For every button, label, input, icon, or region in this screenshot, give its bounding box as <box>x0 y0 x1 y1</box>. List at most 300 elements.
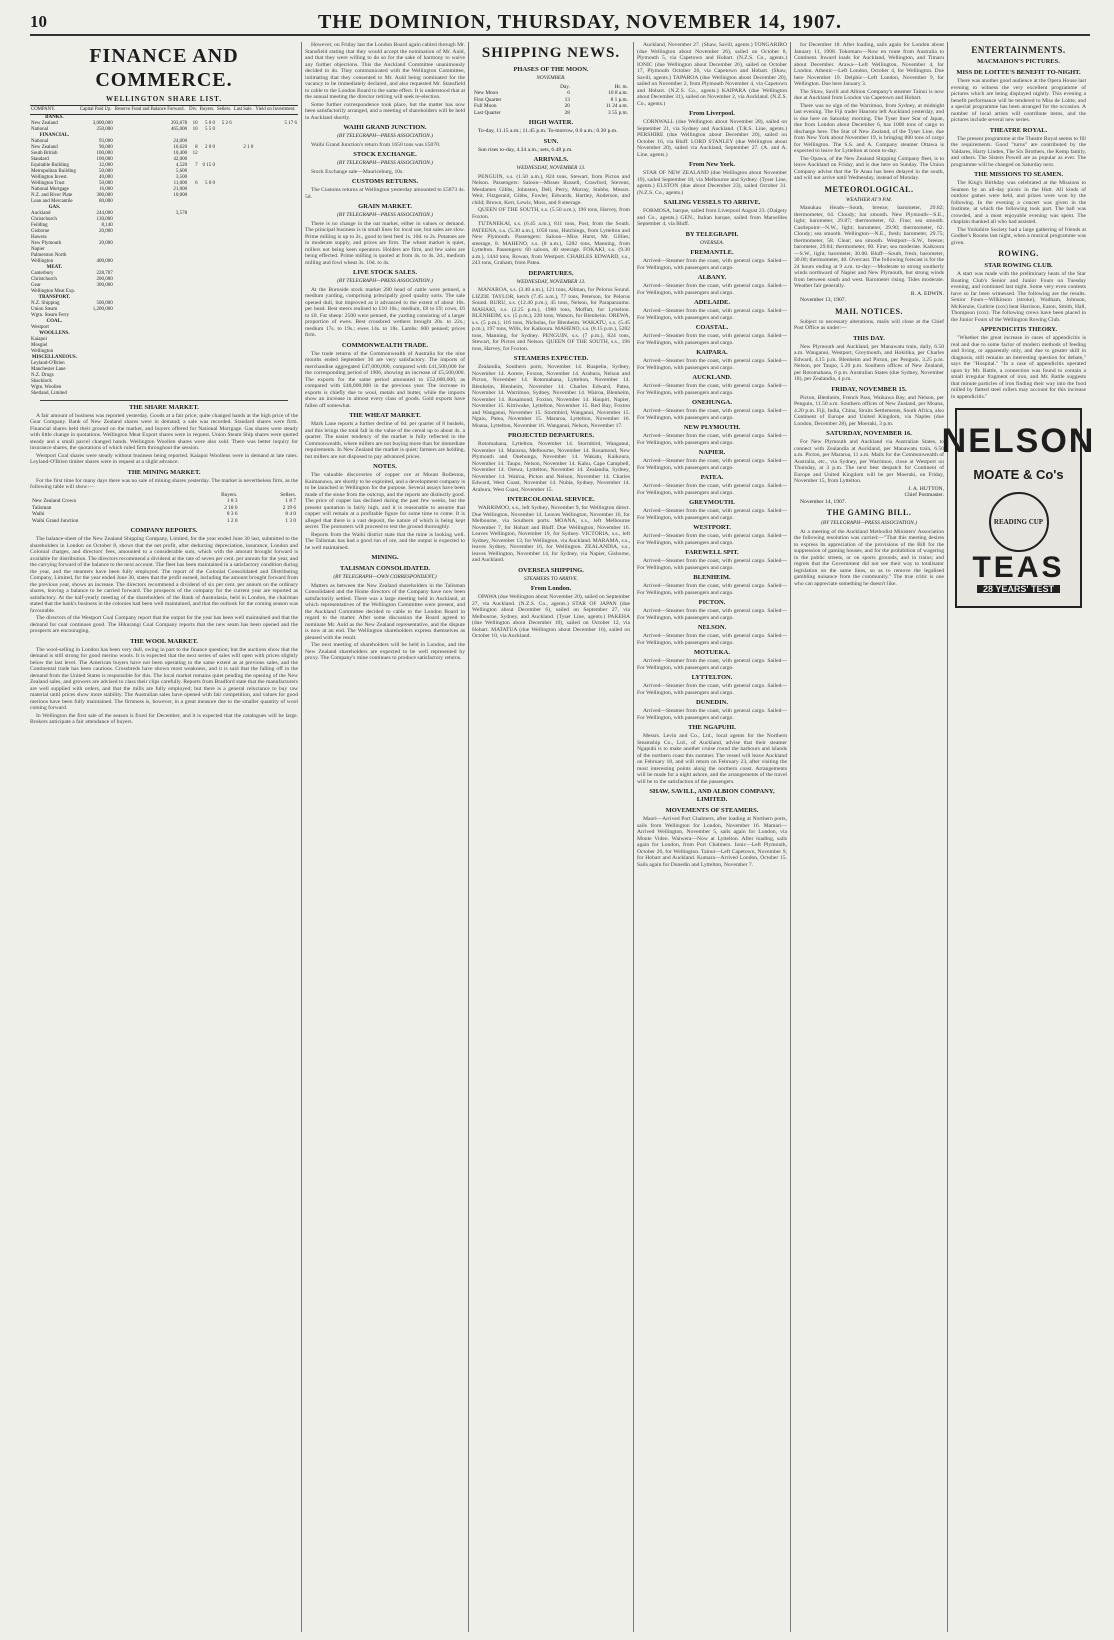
share-cell: 6 <box>195 180 198 186</box>
moon-cell: 11 24 a.m. <box>605 103 628 109</box>
mining-cell: 8 4 0 <box>285 511 296 517</box>
intercolonial-heading: INTERCOLONIAL SERVICE. <box>507 496 595 503</box>
wool-market-heading: THE WOOL MARKET. <box>130 637 198 645</box>
share-cell <box>233 391 255 397</box>
article-text: Mark Lane reports a further decline of 6d. per quarter of 8 bushels, and this brings the total fall in the value of the cereal up to about 4s. a quarter. The easier tendency of the market is fully reflected in the Commonwealth, where millers are not buying more than for immediate requirements. In New Zealand the market is quiet; farmers are holding, but millers are not disposed to pay advanced prices. <box>305 421 465 460</box>
share-cell <box>114 391 188 397</box>
share-cell: 400,000 <box>96 258 113 264</box>
share-cell: Wgtn. Woollen <box>31 384 62 390</box>
article-text: The present programme at the Theatre Royal seems to fill the requirements. Good "turns" are contributed by the Valdares, Harry Linden, The Six Brothers, the Kemp family, and others. The Sisters Powell are as popular as ever. The programme will be changed on Saturday next. <box>951 135 1086 168</box>
article-text: Arrived—Steamer from the coast, with general cargo. Sailed—For Wellington, with passengers and cargo. <box>637 533 787 546</box>
article-text: STAR OF NEW ZEALAND (due Wellington about November 19), sailed September 18, via Melbourne and Sydney. (Tyser Line, agents.) ELSTON (due about December 23), sailed October 31. (N.Z.S. Co., agents.) <box>637 170 787 196</box>
share-cell: BANKS. <box>45 114 64 120</box>
departures-heading: DEPARTURES. <box>528 269 574 277</box>
article-text: Arrived—Steamer from the coast, with general cargo. Sailed—For Wellington, with passengers and cargo. <box>637 358 787 371</box>
article-text: QUEEN OF THE SOUTH, s.s. (5.50 a.m.), 196 tons, Harvey, from Foxton. <box>472 207 630 220</box>
share-cell: Equitable Building <box>31 162 69 168</box>
share-cell: Canterbury <box>31 270 54 276</box>
high-water-text: To-day, 11.15 a.m.; 11.45 p.m. To-morrow, 0.0 a.m.; 0.30 p.m. <box>478 128 618 134</box>
page-number: 10 <box>30 12 47 31</box>
article-text: FORMOSA, barque, sailed from Liverpool August 23. (Dalgety and Co., agents.) GEN., Italian barque, sailed from Marseilles September 4, via Bluff. <box>637 208 787 227</box>
article-text: Arrived—Steamer from the coast, with general cargo. Sailed—For Wellington, with passengers and cargo. <box>637 683 787 696</box>
shipping-column: SHIPPING NEWS. PHASES OF THE MOON. NOVEMBER. Day. Hr. m. New Moon 6 10 8 a.m. First Quarter 13 8 1 p.m. Full Moon 20 11 24 a.m. Last Quarter 28 3 55 p.m. HIGH WATER. To-day, 11.15 a.m.; 11.45 p.m. To-morrow, 0.0 a.m.; 0.30 p.m. SUN. Sun rises to-day, 4.34 a.m.; sets, 6.48 p.m. ARRIVALS. WEDNESDAY, NOVEMBER 13. PENGUIN, s.s. (1.50 a.m.), 824 tons, Stewart, from Picton and Nelson. Passengers: Saloon—Misses Russell, Crawford, Stevens, Mesdames Gibbs, Johnston, Dell, Perry, Murray, Stubbs, Messrs. Weir, Fitzgerald, Gibbs, Fowler, Edwards, Hartley, Anderson, and child; Brown, Kerr, Lewis, Moss, and 8 steerage. QUEEN OF THE SOUTH, s.s. (5.50 a.m.), 196 tons, Harvey, from Foxton. TUTANEKAI, s.s. (6.45 a.m.), 811 tons, Post, from the South. PATEENA, s.s. (5.30 a.m.), 1058 tons, Hutchings, from Lyttelton and New Plymouth. Passengers: Saloon—Miss Hurst, Mr. Gillies; steerage, 8. MAHENO, s.s. (8 a.m.), 5282 tons, Manning, from Lyttelton. Passengers: 60 saloon, 40 steerage. FOKAKI, s.s. (9.30 a.m.), 1444 tons, Rowan, from Westport. CHARLES EDWARD, s.s., 243 tons, Graham, from Patea. DEPARTURES. WEDNESDAY, NOVEMBER 13. MANAROA, s.s. (3.40 a.m.), 121 tons, Allman, for Pelorus Sound. LIZZIE TAYLOR, ketch (7.45 a.m.), 77 tons, Peterson, for Pelorus Sound. RURU, s.s. (12.40 p.m.), 45 tons, Nelson, for Paraparaumu. MAHAKI, s.s. (2.25 p.m.), 1980 tons, Moffatt, for Lyttelton. BLENHEIM, s.s. (5 p.m.), 220 tons, Watson, for Blenheim. OREWA, s.s. (5 p.m.), 116 tons, Nicholas, for Blenheim. WAKATU, s.s. (5.45 p.m.), 197 tons, Wills, for Kaikoura. MAHENO, s.s. (8.15 p.m.), 5282 tons, Manning, for Sydney. PENGUIN, s.s. (7 p.m.), 824 tons, Stewart, for Picton and Nelson. QUEEN OF THE SOUTH, s.s., 196 tons, Harvey, for Foxton. STEAMERS EXPECTED. Zealandia, Southern ports, November 14. Ruapehu, Sydney, November 14. Aorere, Foxton, November 14. Arahura, Nelson and Picton, November 14. Rotomahana, Lyttelton, November 14. Blenheim, Blenheim, November 14. Charles Edward, Patea, November 14. Warrimoo, Sydney, November 14. Wairoa, Blenheim, November 14. Rosamond, Foxton, November 14. Haupiri, Napier, November 15. Kittiwake, Lyttelton, November 15. Red Bay, Foxton and Wanganui, November 15. Stormbird, Wanganui, November 15. Ngaio, Patea, November 15. Mararoa, Lyttelton, November 16. Moana, Lyttelton, November 16. Wanganui, Nelson, November 17. PROJECTED DEPARTURES. Rotomahana, Lyttelton, November 14. Stormbird, Wanganui, November 14. Mararoa, Melbourne, November 14. Rosamond, New Plymouth and Onehunga, November 14. Wakatu, Kaikoura, November 14. Taupo, Nelson, November 14. Kahu, Cape Campbell, November 14. Orewa, Lyttelton, November 14. Zealandia, Sydney, November 14. Wairoa, Picton and Nelson, November 14. Charles Edward, West Coast, November 14. Nubia, Sydney, November 14. Arahura, West Coast, November 15. INTERCOLONIAL SERVICE. WARRIMOO, s.s., left Sydney, November 9, for Wellington direct. Due Wellington, November 14. Leaves Wellington, November 16, for Melbourne, via Southern ports. MOANA, s.s., left Melbourne November 7, for Hobart and Bluff. Due Wellington, November 16. Leaves Wellington, November 19, for Sydney. VICTORIA, s.s., left Sydney, November 13, for Wellington, via Auckland. MARAMA, s.s., leaves Sydney, November 16, for Wellington. ZEALANDIA, s.s., leaves Wellington, November 14, for Sydney, via Napier, Gisborne, and Auckland. OVERSEA SHIPPING. STEAMERS TO ARRIVE. From London. OPAWA (due Wellington about November 20), sailed on September 27, via Auckland. (N.Z.S. Co., agents.) STAR OF JAPAN (due Wellington about December 6), sailed on September 27, via Melbourne, Sydney, and Auckland. (Tyser Line, agents.) PAKEHA (due Wellington about December 10), sailed on October 12, via Hobart. MATATUA (due Wellington about December 16), sailed on October 10, via Auckland. <box>472 45 630 639</box>
article-text: Maori—Arrived Port Chalmers, after loading at Northern ports, sails from Wellington for London, November 16. Mamari—Arrived Wellington, November 5, sails again for London, via Monte Video. Waiwera—Now at Lyttelton. After loading, sails again for London, from Port Chalmers. Ionic—Left Plymouth, October 26, for Wellington. Tainui—Left Capetown, November 9, for Hobart and Auckland. Kumara—Arrived London, October 15. Sails again for Dunedin and Lyttelton, November 7. <box>637 816 787 868</box>
share-cell: 5 5 0 <box>204 126 215 132</box>
article-text: Westport Coal shares were steady without business being reported. Kaiapoi Woollens were in demand at late rates. Leyland-O'Brien timber shares were in request at a slight advance. <box>30 452 298 465</box>
ad-brand-line: NELSON <box>941 421 1096 460</box>
appendicitis-heading: APPENDICITIS THEORY. <box>979 326 1058 333</box>
share-cell: 50,000 <box>99 180 113 186</box>
mining-cell: 1 8 7 <box>285 498 296 504</box>
share-cell: 10 <box>192 120 198 126</box>
ngapuhi-heading: THE NGAPUHI. <box>688 724 736 731</box>
share-cell: Leyland-O'Brien <box>31 360 65 366</box>
share-cell: WOOLLENS. <box>39 330 70 336</box>
share-cell: Wellington Meat Exp. <box>31 288 76 294</box>
ad-tagline: 28 YEARS' TEST <box>977 585 1060 594</box>
share-cell <box>254 391 298 397</box>
share-cell: 100,000 <box>96 156 113 162</box>
share-cell: Wellington Trust <box>31 180 65 186</box>
port-heading: PICTON. <box>698 599 726 606</box>
article-text: OPAWA (due Wellington about November 20), sailed on September 27, via Auckland. (N.Z.S. Co., agents.) STAR OF JAPAN (due Wellington about December 6), sailed on September 27, via Melbourne, Sydney, and Auckland. (Tyser Line, agents.) PAKEHA (due Wellington about December 10), sailed on October 12, via Hobart. MATATUA (due Wellington about December 16), sailed on October 10, via Auckland. <box>472 594 630 639</box>
share-cell: MISCELLANEOUS. <box>31 354 77 360</box>
share-cell: Wellington <box>31 348 54 354</box>
share-cell: 24,000 <box>173 138 188 144</box>
port-heading: ADELAIDE. <box>694 299 730 306</box>
share-cell: Feilding <box>31 222 48 228</box>
share-cell: 500,000 <box>96 300 113 306</box>
share-cell: 2 0 0 <box>204 144 215 150</box>
article-text: PENGUIN, s.s. (1.50 a.m.), 824 tons, Stewart, from Picton and Nelson. Passengers: Saloon—Misses Russell, Crawford, Stevens, Mesdames Gibbs, Johnston, Dell, Perry, Murray, Stubbs, Messrs. Weir, Fitzgerald, Gibbs, Fowler, Edwards, Hartley, Anderson, and child; Brown, Kerr, Lewis, Moss, and 8 steerage. <box>472 173 630 206</box>
port-heading: FREMANTLE. <box>690 249 734 256</box>
overseas-heading: OVERSEA SHIPPING. <box>518 566 584 574</box>
article-text: Arrived—Steamer from the coast, with general cargo. Sailed—For Wellington, with passengers and cargo. <box>637 458 787 471</box>
port-heading: COASTAL. <box>695 324 729 331</box>
commonwealth-heading: COMMONWEALTH TRADE. <box>341 341 429 349</box>
mining-cell: New Zealand Crown <box>32 498 77 504</box>
share-cell: 5 0 0 <box>204 180 215 186</box>
share-cell: Hawera <box>31 234 47 240</box>
share-cell: 50,000 <box>99 168 113 174</box>
moon-header-cell: Hr. m. <box>614 83 628 90</box>
share-cell: 12 <box>192 150 198 156</box>
share-cell: Gisborne <box>31 228 50 234</box>
finance-heading: FINANCE AND COMMERCE. <box>89 45 239 91</box>
share-cell: National <box>31 126 49 132</box>
port-heading: WESTPORT. <box>693 524 731 531</box>
share-cell: Auckland <box>31 210 51 216</box>
moon-cell: 8 1 p.m. <box>610 96 628 103</box>
share-cell: 3,500 <box>175 174 188 180</box>
expected-heading: STEAMERS EXPECTED. <box>513 355 589 362</box>
port-heading: LYTTELTON. <box>691 674 733 681</box>
share-cell: 228,707 <box>96 270 113 276</box>
auckland-text: The Shaw, Savill and Albion Company's steamer Tainui is now due at Auckland from London via Capetown and Hobart. <box>794 88 944 101</box>
article-text: Picton, Blenheim, French Pass, Waikawa Bay, and Nelson, per Penguin, 11.50 a.m. Southern offices of New Zealand, per Moana, 4.20 p.m. Fiji, India, China, Straits Settlements, South Africa, also Continent of Europe and United Kingdom, via Naples (due London, December 28), per Moeraki, 3 p.m. <box>794 394 944 427</box>
article-text: Arrived—Steamer from the coast, with general cargo. Sailed—For Wellington, with passengers and cargo. <box>637 658 787 671</box>
mining-cell: 1 3 0 <box>285 517 296 524</box>
port-heading: MOTUEKA. <box>694 649 730 656</box>
article-text: New Plymouth and Auckland, per Manawatu train, daily, 6.50 a.m. Wanganui, Westport, Greymouth, and Hokitika, per Charles Edward, 4.15 p.m. Blenheim and Picton, per Penguin, 3.25 p.m. Nelson, per Taupo, 5.20 p.m. Southern offices of New Zealand, per Rotomahana, 6 p.m. Australian States (due Sydney, November 18), per Zealandia, 4 p.m. <box>794 343 944 382</box>
article-text: Arrived—Steamer from the coast, with general cargo. Sailed—For Wellington, with passengers and cargo. <box>637 283 787 296</box>
port-heading: NELSON. <box>697 624 727 631</box>
missions-heading: THE MISSIONS TO SEAMEN. <box>974 171 1063 178</box>
from-london-heading: From London. <box>530 585 572 592</box>
share-cell: 16,000 <box>99 186 113 192</box>
arrivals-heading: ARRIVALS. <box>533 156 569 163</box>
share-cell: 1,200,000 <box>92 306 113 312</box>
share-cell: 42,000 <box>173 156 188 162</box>
grain-heading: GRAIN MARKET. <box>358 203 412 210</box>
article-text: TUTANEKAI, s.s. (6.45 a.m.), 811 tons, Post, from the South. PATEENA, s.s. (5.30 a.m.), 1058 tons, Hutchings, from Lyttelton and New Plymouth. Passengers: Saloon—Miss Hurst, Mr. Gillies; steerage, 8. MAHENO, s.s. (8 a.m.), 5282 tons, Manning, from Lyttelton. Passengers: 60 saloon, 40 steerage. FOKAKI, s.s. (9.30 a.m.), 1444 tons, Rowan, from Westport. CHARLES EDWARD, s.s., 243 tons, Graham, from Patea. <box>472 221 630 266</box>
projected-heading: PROJECTED DEPARTURES. <box>508 432 594 439</box>
telegraph-heading: BY TELEGRAPH. <box>685 230 739 238</box>
article-text: WARRIMOO, s.s., left Sydney, November 9, for Wellington direct. Due Wellington, November 14. Leaves Wellington, November 16, for Melbourne, via Southern ports. MOANA, s.s., left Melbourne November 7, for Hobart and Bluff. Due Wellington, November 16. Leaves Wellington, November 19, for Sydney. VICTORIA, s.s., left Sydney, November 13, for Wellington, via Auckland. MARAMA, s.s., leaves Sydney, November 16, for Wellington. ZEALANDIA, s.s., leaves Wellington, November 14, for Sydney, via Napier, Gisborne, and Auckland. <box>472 505 630 563</box>
customs-heading: CUSTOMS RETURNS. <box>351 178 419 185</box>
moon-cell: 10 8 a.m. <box>608 90 628 96</box>
article-text: CORNWALL (due Wellington about November 28), sailed on September 21, via Sydney and Auckland. (T.R.S. Line, agents.) PERSHIRE (due Wellington about December 20), sailed on October 16, via Bluff. LORD STANLEY (due Wellington about November 20), sailed via Auckland, September 27. (A. and A. Line, agents.) <box>637 119 787 158</box>
port-heading: KAIPARA. <box>696 349 728 356</box>
meteorological-heading: METEOROLOGICAL. <box>824 184 914 194</box>
article-text: Matters as between the New Zealand shareholders in the Talisman Consolidated and the Home directors of the Company have now been satisfactorily settled. There was a large meeting held in Auckland, at which representatives of the Wellington Committee were present, and the Auckland Committee decided to cable to the London Board in regard to the matter. After some discussion the Board agreed to nominate Mr. Auld as the New Zealand representative, and the dispute is now at an end. The Wellington shareholders express themselves as pleased with the result. <box>305 582 465 641</box>
share-cell: Westport <box>31 324 49 330</box>
article-text: Reports from the Waihi district state that the mine is looking well. The Talisman has had a good run of ore, and the output is expected to be well maintained. <box>305 531 465 551</box>
share-list-table <box>30 105 298 397</box>
article-text: Arrived—Steamer from the coast, with general cargo. Sailed—For Wellington, with passengers and cargo. <box>637 708 787 721</box>
mining-cell: 2 19 6 <box>282 504 296 511</box>
share-cell: 16,620 <box>173 144 188 150</box>
article-text: Arrived—Steamer from the coast, with general cargo. Sailed—For Wellington, with passengers and cargo. <box>637 408 787 421</box>
share-cell: TRANSPORT. <box>38 294 71 300</box>
share-cell: 100,000 <box>96 150 113 156</box>
share-header-cell: Buyers. <box>199 105 216 114</box>
article-text: Some further correspondence took place, but the matter has now been satisfactorily arranged, and a meeting of shareholders will be held in Auckland shortly. <box>305 101 465 121</box>
share-cell: 465,000 <box>170 126 188 132</box>
article-text: The King's Birthday was celebrated at the Missions to Seamen by an all-day picnic in the Hutt. All kinds of outdoor games were held, and prizes were won by the following. In the evening a concert was given in the Institute, at which the following took part. The hall was crowded, and a most enjoyable evening was spent. The chaplain thanked all who had assisted. <box>951 180 1086 225</box>
mail-signature-title: Chief Postmaster. <box>904 492 944 498</box>
rowing-heading: ROWING. <box>998 249 1039 258</box>
theatre-royal-heading: THEATRE ROYAL. <box>989 126 1048 134</box>
star-rowing-heading: STAR ROWING CLUB. <box>984 262 1053 269</box>
moon-cell: Last Quarter <box>474 109 501 116</box>
share-cell <box>216 391 233 397</box>
share-cell: Palmerston North <box>31 252 67 258</box>
mining-table <box>30 492 298 525</box>
article-text: Messrs. Levin and Co., Ltd., local agents for the Northern Steamship Co., Ltd., of Auckland, advise that their steamer Ngapuhi is to make another cruise round the harbours and islands of the northern coast this summer. The vessel will leave Auckland on February 18, and will return on February 23, after visiting the most interesting points along the northern coast. Arrangements will be made for a night ashore, and the arrangements of the travel will be to the satisfaction of the passengers. <box>637 733 787 785</box>
share-cell: 130,000 <box>96 216 113 222</box>
share-cell: 5,600 <box>175 168 188 174</box>
share-cell: 10 <box>192 126 198 132</box>
gaming-bill-heading: THE GAMING BILL. <box>826 508 912 517</box>
share-header-cell: Div. <box>188 105 198 114</box>
port-heading: NEW PLYMOUTH. <box>683 424 741 431</box>
share-cell: 4,520 <box>175 162 188 168</box>
article-text: However, on Friday last the London Board again cabled through Mr. Stansfield stating that they would accept the nomination of Mr. Auld, and that they were willing to do so for the sake of harmony to waive any further objections. This the Auckland Committee unanimously decided to do. They communicated with the Wellington Committee, intimating that they consented to Mr. Auld being nominated for the vacancy to be immediately declared, and also requested Mr. Stansfield to cable to the London Board to the same effect. It is understood that at the annual meeting the director retiring will seek re-election. <box>305 42 465 100</box>
share-cell: 10,400 <box>173 150 188 156</box>
share-header-cell: Sellers. <box>216 105 233 114</box>
share-cell: South British <box>31 150 58 156</box>
company-reports-heading: COMPANY REPORTS. <box>130 527 198 534</box>
newspaper-title: THE DOMINION, THURSDAY, NOVEMBER 14, 1907. <box>317 10 843 33</box>
article-text: Arrived—Steamer from the coast, with general cargo. Sailed—For Wellington, with passengers and cargo. <box>637 583 787 596</box>
share-cell: 8 <box>195 144 198 150</box>
article-text: The balance-sheet of the New Zealand Shipping Company, Limited, for the year ended June 30 last, submitted to the shareholders in London on October 8, shows that the net profit, after deducting depreciation, insurance, London and Colonial charges, and directors' fees, amounted to a considerable sum, which with the amount brought forward is available for distribution. The directors recommend a dividend at the rate of seven per cent. per annum for the year, and the carrying forward of the balance to the next account. The fleet has been maintained in a satisfactory condition during the year, and the steamers have been fully employed. The report of the Colonial Consolidated and Distributing Company, Limited, for the year ended June 30, states that the profit earned, including the amount brought forward from the previous year, shows an increase. The directors recommend a dividend of six per cent. per annum on the ordinary shares, leaving a balance to be carried forward. The prospects of the company for the current year are reported as satisfactory. At the half-yearly meeting of the shareholders of the Bank of Australasia, held in London, the chairman stated that the bank's business in the colonies had been well maintained, and that the outlook for the coming season was favourable. <box>30 536 298 614</box>
article-text: The next meeting of shareholders will be held in London, and the New Zealand shareholders are expected to be well represented by proxy. The Company's mine continues to produce satisfactory returns. <box>305 642 465 661</box>
mail-notices-heading: MAIL NOTICES. <box>835 306 903 316</box>
met-signature: R. A. EDWIN. <box>910 290 944 297</box>
article-text: Arrived—Steamer from the coast, with general cargo. Sailed—For Wellington, with passengers and cargo. <box>637 308 787 321</box>
moon-cell: Full Moon <box>474 103 497 109</box>
share-row <box>30 391 298 397</box>
share-cell: 3,000,000 <box>92 120 113 126</box>
share-list-title: WELLINGTON SHARE LIST. <box>105 95 223 103</box>
share-cell: 20,000 <box>99 228 113 234</box>
article-text: There was no sign of the Warrimoo, from Sydney, at midnight last evening. The Fiji trader Hauroto left Auckland yesterday, and is due here on Saturday morning. The Tyser liner Star of Japan, due from London about December 6, has 1000 tons of cargo to discharge here. The Star of New Zealand, of the Tyser Line, due from New York about November 19, is bringing 800 tons of cargo for Wellington. The S.S. and A. Company steamer Ottawa is expected to leave for Lyttelton at noon to-day. <box>794 102 944 154</box>
ad-maker-line: MOATE & Co's <box>973 466 1064 482</box>
mining-heading: MINING. <box>371 554 399 561</box>
share-market-heading: THE SHARE MARKET. <box>129 403 199 411</box>
sailing-vessels-heading: SAILING VESSELS TO ARRIVE. <box>663 199 761 206</box>
article-text: Arrived—Steamer from the coast, with general cargo. Sailed—For Wellington, with passengers and cargo. <box>637 558 787 571</box>
article-text: The trade returns of the Commonwealth of Australia for the nine months ended September 30 are very satisfactory. The imports of merchandise aggregated £47,000,000, compared with £41,500,000 for the corresponding period of 1906, showing an increase of £5,500,000. The exports for the same period amounted to £52,000,000, as compared with £48,000,000 in the previous year. The increase in exports is chiefly due to wool, metals and butter, while the imports show an increase in almost every class of goods. Gold exports have fallen off somewhat. <box>305 350 465 409</box>
article-text: There is no change in the oat market, either in values or demand. The principal business is in small lines for local use, but sales are slow. Prime milling is up to 2s., good to best feed 1s. 10d. to 2s. Potatoes are in moderate supply, and prices are firm. The wheat market is quiet, millers not being keen operators. Holders are firm, and few sales are being effected. Prime milling is quoted at from 4s. to 4s. 2d., medium milling and fowl wheat 3s. 10d. to 4s. <box>305 220 465 266</box>
mail-signature: J. A. HUTTON, <box>908 485 944 492</box>
share-cell: National <box>31 138 49 144</box>
article-text: Arrived—Steamer from the coast, with general cargo. Sailed—For Wellington, with passengers and cargo. <box>637 608 787 621</box>
article-text: Arrived—Steamer from the coast, with general cargo. Sailed—For Wellington, with passengers and cargo. <box>637 383 787 396</box>
port-heading: ALBANY. <box>697 274 727 281</box>
stock-exchange-heading: STOCK EXCHANGE. <box>353 151 417 158</box>
port-heading: GREYMOUTH. <box>689 499 735 506</box>
from-liverpool-heading: From Liverpool. <box>689 110 735 117</box>
port-heading: BLENHEIM. <box>693 574 731 581</box>
commerce-column-2: However, on Friday last the London Board again cabled through Mr. Stansfield stating that they would accept the nomination of Mr. Auld, and that they were willing to do so for the sake of harmony to waive any further objections. This the Auckland Committee unanimously decided to do. They communicated with the Wellington Committee, intimating that they consented to Mr. Auld being nominated for the vacancy to be immediately declared, and also requested Mr. Stansfield to cable to the London Board to the same effect. It is understood that at the annual meeting the director retiring will seek re-election. Some further correspondence took place, but the matter has now been satisfactorily arranged, and a meeting of shareholders will be held in Auckland shortly. WAIHI GRAND JUNCTION. (BY TELEGRAPH—PRESS ASSOCIATION.) Waihi Grand Junction's return from 1650 tons was £5070. STOCK EXCHANGE. (BY TELEGRAPH—PRESS ASSOCIATION.) Stock Exchange sale—Mauriceburg, 10s. CUSTOMS RETURNS. The Customs returns at Wellington yesterday amounted to £5873 4s. 5d. GRAIN MARKET. (BY TELEGRAPH—PRESS ASSOCIATION.) There is no change in the oat market, either in values or demand. The principal business is in small lines for local use, but sales are slow. Prime milling is up to 2s., good to best feed 1s. 10d. to 2s. Potatoes are in moderate supply, and prices are firm. The wheat market is quiet, millers not being keen operators. Holders are firm, and few sales are being effected. Prime milling is quoted at from 4s. to 4s. 2d., medium milling and fowl wheat 3s. 10d. to 4s. LIVE STOCK SALES. (BY TELEGRAPH—PRESS ASSOCIATION.) At the Burnside stock market 280 head of cattle were penned, a medium yarding, comprising principally good quality sorts. The sale opened dull, but improved as it advanced to the extent of about 10s. per head. Best steers realised to £10 10s.; medium, £8 to £9; cows, £6 to £8. Fat sheep: 2500 were penned, the yarding consisting of a larger proportion of ewes. Best crossbred wethers brought 20s. to 22s.; medium 17s. to 19s.; ewes 14s. to 18s. Lambs: 600 penned; prices firm. COMMONWEALTH TRADE. The trade returns of the Commonwealth of Australia for the nine months ended September 30 are very satisfactory. The imports of merchandise aggregated £47,000,000, compared with £41,500,000 for the corresponding period of 1906, showing an increase of £5,500,000. The exports for the same period amounted to £52,000,000, as compared with £48,000,000 in the previous year. The increase in exports is chiefly due to wool, metals and butter, while the imports show an increase in almost every class of goods. Gold exports have fallen off somewhat. THE WHEAT MARKET. Mark Lane reports a further decline of 6d. per quarter of 8 bushels, and this brings the total fall in the value of the cereal up to about 4s. a quarter. The easier tendency of the market is fully reflected in the Commonwealth, where millers are not buying more than for immediate requirements. In New Zealand the market is quiet; farmers are holding, but millers are not disposed to pay advanced prices. NOTES. The valuable discoveries of copper ore at Mount Rolleston, Kaimanawa, are shortly to be exploited, and a development company is to be launched in Wellington for the purpose. Several assays have been made of the stone from the outcrop, and the reports are distinctly good. The price of copper has declined during the past few weeks, but the present quotation is fairly high, and it is reasonable to assume that copper will remain at a profitable figure for some time to come. It is alleged that there is a vast deposit, the nature of which is being kept secret. The promoters will proceed to test the ground thoroughly. Reports from the Waihi district state that the mine is looking well. The Talisman has had a good run of ore, and the output is expected to be well maintained. MINING. TALISMAN CONSOLIDATED. (BY TELEGRAPH—OWN CORRESPONDENT.) Matters as between the New Zealand shareholders in the Talisman Consolidated and the Home directors of the Company have now been satisfactorily settled. There was a large meeting held in Auckland, at which representatives of the Wellington Committee were present, and the Auckland Committee decided to cable to the London Board in regard to the matter. After some discussion the Board agreed to nominate Mr. Auld as the New Zealand representative, and the dispute is now at an end. The Wellington shareholders express themselves as pleased with the result. The next meeting of shareholders will be held in London, and the New Zealand shareholders are expected to be well represented by proxy. The Company's mine continues to produce satisfactory returns. <box>305 42 465 661</box>
entertainments-column <box>941 42 1096 1632</box>
share-cell: Christchurch <box>31 216 57 222</box>
share-cell: 96,000 <box>99 144 113 150</box>
this-day-heading: THIS DAY. <box>853 334 885 342</box>
article-text: A fair amount of business was reported yesterday. Goods at a fair price; quite changed hands at the high price of the Gear Company. Bank of New Zealand shares were in demand; a sale was recorded. Standard shares were firm. Financial shares held their ground on the market, and buyers offered for National Mortgage. Gas shares were steady with little change in quotations. Wellington Meat Export shares were in request. Union Steam Ship shares were quoted steady and a small parcel changed hands. Wellington Woollen shares were also sold. There was better inquiry for insurance shares, the quotations of which ruled firm throughout the session. <box>30 412 298 451</box>
sun-heading: SUN. <box>543 137 559 145</box>
share-cell: 10,000 <box>173 192 188 198</box>
article-text: Arrived—Steamer from the coast, with general cargo. Sailed—For Wellington, with passengers and cargo. <box>637 483 787 496</box>
article-text: The valuable discoveries of copper ore at Mount Rolleston, Kaimanawa, are shortly to be exploited, and a development company is to be launched in Wellington for the purpose. Several assays have been made of the stone from the outcrop, and the reports are distinctly good. The price of copper has declined during the past few weeks, but the present quotation is fairly high, and it is reasonable to assume that copper will remain at a profitable figure for some time to come. It is alleged that there is a vast deposit, the nature of which is being kept secret. The promoters will proceed to test the ground thoroughly. <box>305 472 465 530</box>
share-cell: MEAT. <box>46 264 63 270</box>
share-cell: Union Steam <box>31 306 58 312</box>
moon-row <box>472 110 630 117</box>
article-text: Arrived—Steamer from the coast, with general cargo. Sailed—For Wellington, with passengers and cargo. <box>637 258 787 271</box>
share-cell: N.Z. and River Plate <box>31 192 73 198</box>
share-cell: 3,578 <box>175 210 188 216</box>
notices-column: for December 18. After loading, sails again for London about January 11, 1908. Tokomaru—Now en route from Australia to Continent. Inward loads for Auckland, Wellington, and Timaru about December. Arawa—Left Wellington, November 4, for London. Athenic—Left London, October 4, for Wellington. Due here November 19. Delphic—Left London, November 9, for Wellington. Due here January 3. The Shaw, Savill and Albion Company's steamer Tainui is now due at Auckland from London via Capetown and Hobart. There was no sign of the Warrimoo, from Sydney, at midnight last evening. The Fiji trader Hauroto left Auckland yesterday, and is due here on Saturday morning. The Tyser liner Star of Japan, due from London about December 6, has 1000 tons of cargo to discharge here. The Star of New Zealand, of the Tyser Line, due from New York about November 19, is bringing 800 tons of cargo for Wellington. The S.S. and A. Company steamer Ottawa is expected to leave for Lyttelton at noon to-day. The Opawa, of the New Zealand Shipping Company fleet, is to leave Auckland on Friday, and is due here on Sunday. The Union Company advise that the Te Anau has been delayed in the south, and will not arrive until Wednesday, instead of Monday. METEOROLOGICAL. WEATHER AT 9 P.M. Manukau Heads—South, breeze; barometer, 29.82; thermometer, 64. Cloudy; bar smooth. New Plymouth—S.E., light; barometer, 29.87; thermometer, 62. Fine; sea smooth. Castlepoint—N.W., light; barometer, 29.90; thermometer, 62. Cloudy; sea smooth. Wellington—N.E., fresh; barometer, 29.75; thermometer, 58. Clear; sea smooth. Westport—S.W., breeze; barometer, 29.84; thermometer, 60. Fine; sea moderate. Kaikoura—S.W., light; barometer, 30.00. Bluff—South, fresh; barometer, 30.00; thermometer, 40. Overcast. The following forecast is for the 24 hours ending at 9 a.m. to-day:—Moderate to strong southerly winds northward of Napier and New Plymouth, but strong winds from between south and west. Barometer rising. Tides moderate. Weather fair generally. R. A. EDWIN. November 13, 1907. MAIL NOTICES. Subject to necessary alterations, mails will close at the Chief Post Office as under:— THIS DAY. New Plymouth and Auckland, per Manawatu train, daily, 6.50 a.m. Wanganui, Westport, Greymouth, and Hokitika, per Charles Edward, 4.15 p.m. Blenheim and Picton, per Penguin, 3.25 p.m. Nelson, per Taupo, 5.20 p.m. Southern offices of New Zealand, per Rotomahana, 6 p.m. Australian States (due Sydney, November 18), per Zealandia, 4 p.m. FRIDAY, NOVEMBER 15. Picton, Blenheim, French Pass, Waikawa Bay, and Nelson, per Penguin, 11.50 a.m. Southern offices of New Zealand, per Moana, 4.20 p.m. Fiji, India, China, Straits Settlements, South Africa, also Continent of Europe and United Kingdom, via Naples (due London, December 28), per Moeraki, 3 p.m. SATURDAY, NOVEMBER 16. For New Plymouth and Auckland via Australian States, to connect with Zealandia at Auckland, per Manawatu train, 6.50 a.m. Picton, per Mararoa, 11 a.m. Mails for the Commonwealth of Australia, etc., via Sydney, per Warrimoo, close at Westport on Thursday, at 3 p.m. The next best despatch for Continent of Europe and United Kingdom will be per Moeraki, on Friday, November 15, from Lyttelton. J. A. HUTTON, Chief Postmaster. November 14, 1907. THE GAMING BILL. (BY TELEGRAPH—PRESS ASSOCIATION.) At a meeting of the Auckland Methodist Ministers' Association the following resolution was carried:—"That this meeting desires to express its appreciation of the provisions of the Bill for the suppression of gaming houses, and for the prohibition of wagering in the public streets, or on sports grounds, and in trains; and regrets that the Government did not see their way to totalisator legislation on the same lines, so as to remove the legalised gambling nuisance from the community." The true critic is one who can appreciate something he doesn't like. <box>794 42 944 587</box>
article-text: Auckland, November 27. (Shaw, Savill, agents.) TONGARIRO (due Wellington about November 26), sailed on October 8, Plymouth 5, via Capetown and Hobart. (N.Z.S. Co., agents.) IONIC (due Wellington about December 26), sailed on October 17, Plymouth October 26, via Capetown and Hobart. (Shaw, Savill, agents.) TAPAROA (due Wellington about December 20), sailed on November 2, from Plymouth November 4, via Capetown and Hobart. (N.Z.S. Co., agents.) KAIPARA (due Wellington about December 31), sailed on November 2, via Auckland. (N.Z.S. Co., agents.) <box>637 42 787 107</box>
share-cell: 300,000 <box>96 282 113 288</box>
moon-cell: 28 <box>564 109 570 116</box>
article-text: At a meeting of the Auckland Methodist Ministers' Association the following resolution was carried:—"That this meeting desires to express its appreciation of the provisions of the Bill for the suppression of gaming houses, and for the prohibition of wagering in the public streets, or on sports grounds, and in trains; and regrets that the Government did not see their way to totalisator legislation on the same lines, so as to remove the legalised gambling nuisance from the community." The true critic is one who can appreciate something he doesn't like. <box>794 528 944 587</box>
share-cell: 20,000 <box>99 240 113 246</box>
article-text: Arrived—Steamer from the coast, with general cargo. Sailed—For Wellington, with passengers and cargo. <box>637 508 787 521</box>
friday-heading: FRIDAY, NOVEMBER 15. <box>831 385 907 393</box>
tea-advertisement <box>941 408 1096 608</box>
shaw-savill-heading: SHAW, SAVILL, AND ALBION COMPANY, LIMITED. <box>649 788 775 803</box>
ad-product-line: TEAS <box>972 551 1065 585</box>
share-cell <box>199 391 216 397</box>
share-cell: Kaiapoi <box>31 336 47 342</box>
saturday-heading: SATURDAY, NOVEMBER 16. <box>826 430 912 437</box>
article-text: The Opawa, of the New Zealand Shipping Company fleet, is to leave Auckland on Friday, and is due here on Sunday. The Union Company advise that the Te Anau has been delayed in the south, and will not arrive until Wednesday, instead of Monday. <box>794 155 944 181</box>
article-text: There was another good audience at the Opera House last evening to witness the very excellent programme of pictures which are being displayed nightly. This evening a benefit performance will be tendered to Miss de Loitte, and a special programme has been arranged for the occasion. A number of local artists will contribute items, and the pictures include several new series. <box>951 78 1086 123</box>
share-cell: Shacklock <box>31 378 52 384</box>
share-cell: 32,000 <box>99 162 113 168</box>
share-cell: N.Z. Drugs <box>31 372 54 378</box>
share-header-cell: Reserve Fund and Balance Forward. <box>114 105 188 114</box>
port-heading: FAREWELL SPIT. <box>685 549 739 556</box>
share-cell: 0 15 0 <box>202 162 215 168</box>
mining-cell: Waihi <box>32 511 45 517</box>
share-cell: New Zealand <box>31 120 58 126</box>
mining-market-heading: THE MINING MARKET. <box>127 468 201 476</box>
mining-cell: 1 8 3 <box>226 498 238 504</box>
mining-row <box>30 518 298 525</box>
moon-table <box>472 84 630 117</box>
high-water-heading: HIGH WATER. <box>528 119 574 126</box>
share-cell: 300,000 <box>96 192 113 198</box>
article-text: Stock Exchange sale—Mauriceburg, 10s. <box>311 168 404 175</box>
article-text: The wool-selling in London has been very dull, owing in part to the finance question; but the auctions show that the demand is still strong for good merino wools. It is expected that the next series of sales will open with prices slightly below the last level. The American buyers have not been operating to the same extent as at previous sales, and the Continental trade has been cautious. Crossbreds have shown most weakness, and it is said that the falling off in the demand from the United States is responsible for this. The local market remains quiet pending the opening of the New Zealand sales, and growers are advised to class their clips carefully. Reports from Bradford state that the manufacturers are well supplied with orders, and that the mills are fully employed; but there is a general reluctance to buy raw material until prices show more stability. The Australian sales have opened with fair competition, and values for good merinos have been fully maintained. The firmness is, however, in a great measure due to the smaller quantity of wool coming forward. <box>30 646 298 711</box>
share-cell: COAL. <box>46 318 63 324</box>
moon-heading: PHASES OF THE MOON. <box>513 66 589 73</box>
mining-cell: 2 18 0 <box>224 504 238 511</box>
entertainments-heading: ENTERTAINMENTS. <box>971 45 1066 55</box>
shipping-heading: SHIPPING NEWS. <box>481 45 621 61</box>
talisman-heading: TALISMAN CONSOLIDATED. <box>339 565 431 572</box>
share-cell: 244,000 <box>96 210 113 216</box>
mining-cell: 8 3 6 <box>226 511 238 517</box>
mining-cell: 1 2 0 <box>226 517 238 524</box>
article-text: Subject to necessary alterations, mails will close at the Chief Post Office as under:— <box>794 318 944 331</box>
share-cell: 8,140 <box>101 222 113 228</box>
mining-intro: For the first time for many days there was no sale of mining shares yesterday. The market is nevertheless firm, as the following table will show:— <box>30 477 298 490</box>
met-date: November 13, 1907. <box>800 297 846 303</box>
moon-cell: 13 <box>564 96 570 103</box>
share-cell: Gear <box>31 282 41 288</box>
share-cell: FINANCIAL. <box>39 132 70 138</box>
mining-cell: Waihi Grand Junction <box>32 517 79 524</box>
share-cell: 40,000 <box>99 174 113 180</box>
movements-heading: MOVEMENTS OF STEAMERS. <box>665 807 759 814</box>
port-heading: DUNEDIN. <box>696 699 728 706</box>
article-text: The Yorkshire Society had a large gathering of friends at Godber's Rooms last night, when a musical programme was given. <box>951 226 1086 246</box>
article-text: A start was made with the preliminary heats of the Star Boating Club's Senior and Junior Fours on Tuesday evening, and continued last night. Some very even contests have so far been witnessed. The following are the results. Senior Fours—Wilkinson (stroke), Wadham, Johnson, McKenzie, Guthrie (cox) beat Harrison, Eaton, Smith, Hall, Thompson (cox). The following crews have been placed in the Junior Fours of the Wellington Rowing Club. <box>951 271 1086 323</box>
livestock-heading: LIVE STOCK SALES. <box>352 269 417 276</box>
share-cell: New Zealand <box>31 144 58 150</box>
share-cell: 93,000 <box>99 138 113 144</box>
mining-cell: Talisman <box>32 504 52 511</box>
share-cell: 5 17 6 <box>284 120 297 126</box>
share-cell: Metropolitan Building <box>31 168 76 174</box>
share-cell: 80,000 <box>99 198 113 204</box>
share-cell <box>188 391 198 397</box>
share-cell: Mosgiel <box>31 342 48 348</box>
mail-date: November 14, 1907. <box>800 498 846 505</box>
article-text: For New Plymouth and Auckland via Australian States, to connect with Zealandia at Auckland, per Manawatu train, 6.50 a.m. Picton, per Mararoa, 11 a.m. Mails for the Commonwealth of Australia, etc., via Sydney, per Warrimoo, close at Westport on Thursday, at 3 p.m. The next best despatch for Continent of Europe and United Kingdom will be per Moeraki, on Friday, November 15, from Lyttelton. <box>794 439 944 484</box>
moon-cell: 3 55 p.m. <box>607 109 628 116</box>
article-text: MANAROA, s.s. (3.40 a.m.), 121 tons, Allman, for Pelorus Sound. LIZZIE TAYLOR, ketch (7.45 a.m.), 77 tons, Peterson, for Pelorus Sound. RURU, s.s. (12.40 p.m.), 45 tons, Nelson, for Paraparaumu. MAHAKI, s.s. (2.25 p.m.), 1980 tons, Moffatt, for Lyttelton. BLENHEIM, s.s. (5 p.m.), 220 tons, Watson, for Blenheim. OREWA, s.s. (5 p.m.), 116 tons, Nicholas, for Blenheim. WAKATU, s.s. (5.45 p.m.), 197 tons, Wills, for Kaikoura. MAHENO, s.s. (8.15 p.m.), 5282 tons, Manning, for Sydney. PENGUIN, s.s. (7 p.m.), 824 tons, Stewart, for Picton and Nelson. QUEEN OF THE SOUTH, s.s., 196 tons, Harvey, for Foxton. <box>472 287 630 352</box>
moon-cell: New Moon <box>474 90 498 96</box>
from-newyork-heading: From New York. <box>688 161 736 168</box>
article-text: Rotomahana, Lyttelton, November 14. Stormbird, Wanganui, November 14. Mararoa, Melbourne, November 14. Rosamond, New Plymouth and Onehunga, November 14. Wakatu, Kaikoura, November 14. Taupo, Nelson, November 14. Kahu, Cape Campbell, November 14. Orewa, Lyttelton, November 14. Zealandia, Sydney, November 14. Wairoa, Picton and Nelson, November 14. Charles Edward, West Coast, November 14. Nubia, Sydney, November 14. Arahura, West Coast, November 15. <box>472 441 630 493</box>
article-text: Waihi Grand Junction's return from 1650 tons was £5070. <box>311 141 441 148</box>
share-cell: 21,000 <box>173 186 188 192</box>
share-header-cell: Last Sale. <box>233 105 255 114</box>
port-heading: NAPIER. <box>698 449 726 456</box>
article-text: The Customs returns at Wellington yesterday amounted to £5873 4s. 5d. <box>305 187 465 200</box>
share-cell: Shetland, Limited <box>31 390 67 396</box>
port-heading: ONEHUNGA. <box>692 399 732 406</box>
share-cell: N.Z. Shipping <box>31 300 60 306</box>
share-cell: 393,678 <box>170 120 188 126</box>
share-cell: Wellington <box>31 258 54 264</box>
benefit-heading: MISS DE LOITTE'S BENEFIT TO-NIGHT. <box>956 69 1081 76</box>
moon-cell: 20 <box>564 103 570 109</box>
article-text: Zealandia, Southern ports, November 14. Ruapehu, Sydney, November 14. Aorere, Foxton, November 14. Arahura, Nelson and Picton, November 14. Rotomahana, Lyttelton, November 14. Blenheim, Blenheim, November 14. Charles Edward, Patea, November 14. Warrimoo, Sydney, November 14. Wairoa, Blenheim, November 14. Rosamond, Foxton, November 14. Haupiri, Napier, November 15. Kittiwake, Lyttelton, November 15. Red Bay, Foxton and Wanganui, November 15. Stormbird, Wanganui, November 15. Ngaio, Patea, November 15. Mararoa, Lyttelton, November 16. Moana, Lyttelton, November 16. Wanganui, Nelson, November 17. <box>472 364 630 429</box>
share-cell: National Mortgage <box>31 186 69 192</box>
masthead <box>30 10 1090 36</box>
share-cell: Standard <box>31 156 49 162</box>
finance-column <box>30 42 298 1632</box>
share-header-cell: COMPANY. <box>30 105 79 114</box>
share-cell: New Plymouth <box>31 240 62 246</box>
article-text: "Whether the great increase in cases of appendicitis is real and due to some factor of modern methods of feeding and living, or apparently only, and due to greater skill in diagnosis, still remains an interesting question for debate," says the "Hospital." "In a case of appendicitis operated upon by Mr. Battle, a connection was found to contain a small irregular fragment of iron, and Mr. Battle suggests that minute particles of iron finding their way into the food milled by flatted steel rollers may account for this increase in appendicitis." <box>951 335 1086 400</box>
wheat-heading: THE WHEAT MARKET. <box>349 412 421 419</box>
reading-cup-icon: READING CUP <box>989 492 1049 552</box>
port-heading: AUCKLAND. <box>692 374 732 381</box>
waihi-heading: WAIHI GRAND JUNCTION. <box>343 124 427 131</box>
share-cell: 11,000 <box>173 180 188 186</box>
share-cell: 200,000 <box>96 276 113 282</box>
article-text: At the Burnside stock market 280 head of cattle were penned, a medium yarding, comprising principally good quality sorts. The sale opened dull, but improved as it advanced to the extent of about 10s. per head. Best steers realised to £10 10s.; medium, £8 to £9; cows, £6 to £8. Fat sheep: 2500 were penned, the yarding consisting of a larger proportion of ewes. Best crossbred wethers brought 20s. to 22s.; medium 17s. to 19s.; ewes 14s. to 18s. Lambs: 600 penned; prices firm. <box>305 286 465 338</box>
article-text: for December 18. After loading, sails again for London about January 11, 1908. Tokomaru—Now en route from Australia to Continent. Inward loads for Auckland, Wellington, and Timaru about December. Arawa—Left Wellington, November 4, for London. Athenic—Left London, October 4, for Wellington. Due here November 19. Delphic—Left London, November 9, for Wellington. Due here January 3. <box>794 42 944 87</box>
share-cell: Christchurch <box>31 276 57 282</box>
article-text: In Wellington the first sale of the season is fixed for December, and it is expected that the catalogues will be large. Brokers anticipate a fair attendance of buyers. <box>30 712 298 725</box>
share-cell: 7 <box>195 162 198 168</box>
share-header-cell: Yield on Investment. <box>254 105 298 114</box>
notes-heading: NOTES. <box>373 463 397 470</box>
moon-header-cell: Day. <box>560 83 570 90</box>
share-cell: 2 1 0 <box>243 144 254 150</box>
mining-header-cell: Sellers. <box>280 491 296 498</box>
article-text: Manukau Heads—South, breeze; barometer, 29.82; thermometer, 64. Cloudy; bar smooth. New Plymouth—S.E., light; barometer, 29.87; thermometer, 62. Fine; sea smooth. Castlepoint—N.W., light; barometer, 29.90; thermometer, 62. Cloudy; sea smooth. Wellington—N.E., fresh; barometer, 29.75; thermometer, 58. Clear; sea smooth. Westport—S.W., breeze; barometer, 29.84; thermometer, 60. Fine; sea moderate. Kaikoura—S.W., light; barometer, 30.00. Bluff—South, fresh; barometer, 30.00; thermometer, 40. Overcast. The following forecast is for the 24 hours ending at 9 a.m. to-day:—Moderate to strong southerly winds northward of Napier and New Plymouth, but strong winds from between south and west. Barometer rising. Tides moderate. Weather fair generally. <box>794 205 944 289</box>
article-text: The directors of the Westport Coal Company report that the output for the year has been well maintained and that the demand for coal continues good. The Hikurangi Coal Company reports that the new seam has been opened and the prospects are encouraging. <box>30 615 298 634</box>
macmahon-heading: MACMAHON'S PICTURES. <box>977 58 1060 65</box>
share-cell: 250,000 <box>96 126 113 132</box>
share-cell <box>79 391 114 397</box>
share-cell: Wgtn. Steam Ferry <box>31 312 70 318</box>
moon-cell: First Quarter <box>474 96 502 103</box>
share-cell: Wellington Invest. <box>31 174 68 180</box>
share-cell: 5 2 6 <box>221 120 232 126</box>
share-cell: Manchester Lane <box>31 366 66 372</box>
mining-header-cell: Buyers. <box>221 491 238 498</box>
share-cell: Loan and Mercantile <box>31 198 73 204</box>
share-cell: GAS. <box>48 204 61 210</box>
port-heading: PATEA. <box>700 474 724 481</box>
article-text: Arrived—Steamer from the coast, with general cargo. Sailed—For Wellington, with passengers and cargo. <box>637 333 787 346</box>
share-cell: 5 0 0 <box>204 120 215 126</box>
shipping-column-2: Auckland, November 27. (Shaw, Savill, agents.) TONGARIRO (due Wellington about November 26), sailed on October 8, Plymouth 5, via Capetown and Hobart. (N.Z.S. Co., agents.) IONIC (due Wellington about December 26), sailed on October 17, Plymouth October 26, via Capetown and Hobart. (Shaw, Savill, agents.) TAPAROA (due Wellington about December 20), sailed on November 2, from Plymouth November 4, via Capetown and Hobart. (N.Z.S. Co., agents.) KAIPARA (due Wellington about December 31), sailed on November 2, via Auckland. (N.Z.S. Co., agents.) From Liverpool. CORNWALL (due Wellington about November 28), sailed on September 21, via Sydney and Auckland. (T.R.S. Line, agents.) PERSHIRE (due Wellington about December 20), sailed on October 16, via Bluff. LORD STANLEY (due Wellington about November 20), sailed via Auckland, September 27. (A. and A. Line, agents.) From New York. STAR OF NEW ZEALAND (due Wellington about November 19), sailed September 18, via Melbourne and Sydney. (Tyser Line, agents.) ELSTON (due about December 23), sailed October 31. (N.Z.S. Co., agents.) SAILING VESSELS TO ARRIVE. FORMOSA, barque, sailed from Liverpool August 23. (Dalgety and Co., agents.) GEN., Italian barque, sailed from Marseilles September 4, via Bluff. BY TELEGRAPH. OVERSEA. FREMANTLE. Arrived—Steamer from the coast, with general cargo. Sailed—For Wellington, with passengers and cargo. ALBANY. Arrived—Steamer from the coast, with general cargo. Sailed—For Wellington, with passengers and cargo. ADELAIDE. Arrived—Steamer from the coast, with general cargo. Sailed—For Wellington, with passengers and cargo. COASTAL. Arrived—Steamer from the coast, with general cargo. Sailed—For Wellington, with passengers and cargo. KAIPARA. Arrived—Steamer from the coast, with general cargo. Sailed—For Wellington, with passengers and cargo. AUCKLAND. Arrived—Steamer from the coast, with general cargo. Sailed—For Wellington, with passengers and cargo. ONEHUNGA. Arrived—Steamer from the coast, with general cargo. Sailed—For Wellington, with passengers and cargo. NEW PLYMOUTH. Arrived—Steamer from the coast, with general cargo. Sailed—For Wellington, with passengers and cargo. NAPIER. Arrived—Steamer from the coast, with general cargo. Sailed—For Wellington, with passengers and cargo. PATEA. Arrived—Steamer from the coast, with general cargo. Sailed—For Wellington, with passengers and cargo. GREYMOUTH. Arrived—Steamer from the coast, with general cargo. Sailed—For Wellington, with passengers and cargo. WESTPORT. Arrived—Steamer from the coast, with general cargo. Sailed—For Wellington, with passengers and cargo. FAREWELL SPIT. Arrived—Steamer from the coast, with general cargo. Sailed—For Wellington, with passengers and cargo. BLENHEIM. Arrived—Steamer from the coast, with general cargo. Sailed—For Wellington, with passengers and cargo. PICTON. Arrived—Steamer from the coast, with general cargo. Sailed—For Wellington, with passengers and cargo. NELSON. Arrived—Steamer from the coast, with general cargo. Sailed—For Wellington, with passengers and cargo. MOTUEKA. Arrived—Steamer from the coast, with general cargo. Sailed—For Wellington, with passengers and cargo. LYTTELTON. Arrived—Steamer from the coast, with general cargo. Sailed—For Wellington, with passengers and cargo. DUNEDIN. Arrived—Steamer from the coast, with general cargo. Sailed—For Wellington, with passengers and cargo. THE NGAPUHI. Messrs. Levin and Co., Ltd., local agents for the Northern Steamship Co., Ltd., of Auckland, advise that their steamer Ngapuhi is to make another cruise round the harbours and islands of the northern coast this summer. The vessel will leave Auckland on February 18, and will return on February 23, after visiting the most interesting points along the northern coast. Arrangements will be made for a night ashore, and the arrangements of the travel will be to the satisfaction of the passengers. SHAW, SAVILL, AND ALBION COMPANY, LIMITED. MOVEMENTS OF STEAMERS. Maori—Arrived Port Chalmers, after loading at Northern ports, sails from Wellington for London, November 16. Mamari—Arrived Wellington, November 5, sails again for London, via Monte Video. Waiwera—Now at Lyttelton. After loading, sails again for London, from Port Chalmers. Ionic—Left Plymouth, October 26, for Wellington. Tainui—Left Capetown, November 9, for Hobart and Auckland. Kumara—Arrived London, October 15. Sails again for Dunedin and Lyttelton, November 7. <box>637 42 787 868</box>
article-text: Arrived—Steamer from the coast, with general cargo. Sailed—For Wellington, with passengers and cargo. <box>637 633 787 646</box>
